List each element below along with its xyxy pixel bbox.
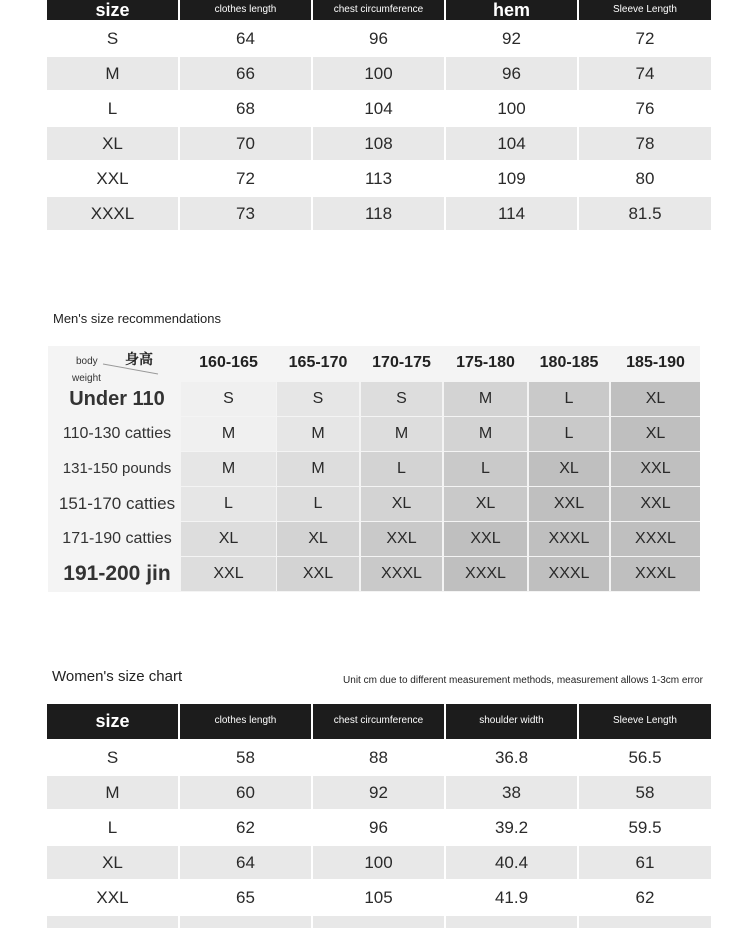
recommended-size-cell: M (277, 417, 359, 451)
weight-range-header: 191-200 jin (63, 562, 171, 585)
recommended-size-cell: XXL (277, 557, 359, 591)
table-cell: L (107, 98, 118, 118)
women-unit-note: Unit cm due to different measurement methods, measurement allows 1-3cm error (343, 675, 703, 686)
table-cell: 70 (180, 127, 311, 160)
table-cell: 64 (180, 846, 311, 879)
recommended-size-cell: XXL (611, 487, 700, 521)
table-cell: 40.4 (446, 846, 577, 879)
recommended-size-cell: XXXL (361, 557, 442, 591)
recommended-size-cell: XXL (361, 522, 442, 556)
recommended-size-cell: XXXL (611, 522, 700, 556)
column-header: size (47, 0, 178, 20)
height-range-header: 175-180 (456, 354, 515, 371)
recommended-size-cell: L (444, 452, 527, 486)
women-size-table (47, 704, 703, 928)
column-header: chest circumference (313, 704, 444, 739)
table-cell: 104 (446, 127, 577, 160)
table-cell: XXL (96, 168, 129, 188)
table-cell: 58 (236, 747, 255, 767)
table-cell: XL (47, 846, 178, 879)
weight-range-header: 151-170 catties (58, 494, 176, 513)
table-cell: 80 (635, 168, 655, 188)
column-header: Sleeve Length (579, 0, 711, 20)
table-cell: S (106, 28, 119, 48)
women-chart-title: Women's size chart (52, 668, 183, 685)
table-cell: 59.5 (628, 817, 662, 837)
recommended-size-cell: M (277, 452, 359, 486)
recommended-size-cell: L (529, 382, 609, 416)
recommended-size-cell: XXL (181, 557, 276, 591)
column-header: size (47, 704, 178, 739)
column-header: Sleeve Length (579, 704, 711, 739)
corner-divider-icon (48, 346, 178, 382)
table-cell: 88 (369, 747, 388, 767)
table-cell: 56.5 (628, 747, 662, 767)
weight-range-header: Under 110 (69, 388, 165, 410)
weight-range-header: 131-150 pounds (62, 460, 172, 477)
column-header: shoulder width (446, 704, 577, 739)
column-header: clothes length (180, 704, 311, 739)
weight-range-header: 171-190 catties (62, 530, 172, 547)
table-cell: XXXL (47, 197, 178, 230)
table-cell: 114 (446, 197, 577, 230)
recommendation-corner (48, 346, 178, 382)
recommended-size-cell: XXXL (529, 557, 609, 591)
table-cell: 109 (497, 168, 526, 188)
table-cell: 105 (364, 887, 393, 907)
recommended-size-cell: XXL (444, 522, 527, 556)
recommended-size-cell: S (181, 382, 276, 416)
recommended-size-cell: XL (361, 487, 442, 521)
column-header: chest circumference (313, 0, 444, 20)
table-row-partial (313, 916, 444, 928)
table-cell: M (47, 57, 178, 90)
recommended-size-cell: M (181, 452, 276, 486)
table-cell: 36.8 (494, 747, 529, 767)
table-cell: 113 (364, 168, 393, 188)
weight-range-header: 110-130 catties (62, 425, 172, 442)
height-range-header: 165-170 (288, 354, 348, 371)
table-cell: 96 (369, 28, 388, 48)
table-row-partial (579, 916, 711, 928)
table-cell: 60 (180, 776, 311, 809)
table-cell: 68 (236, 98, 255, 118)
table-row-partial (47, 916, 178, 928)
table-cell: 92 (502, 28, 521, 48)
height-range-header: 170-175 (372, 354, 431, 371)
recommendation-table (48, 346, 700, 592)
recommended-size-cell: XL (529, 452, 609, 486)
table-cell: 100 (497, 98, 526, 118)
table-cell: 38 (446, 776, 577, 809)
column-header: hem (446, 0, 577, 20)
men-size-table (47, 0, 703, 230)
recommended-size-cell: M (444, 417, 527, 451)
table-cell: 65 (236, 887, 255, 907)
table-cell: 108 (313, 127, 444, 160)
recommended-size-cell: L (181, 487, 276, 521)
table-cell: 78 (579, 127, 711, 160)
recommended-size-cell: XXL (529, 487, 609, 521)
table-cell: 100 (313, 846, 444, 879)
recommended-size-cell: XL (444, 487, 527, 521)
table-cell: 92 (313, 776, 444, 809)
table-cell: 62 (635, 887, 655, 907)
table-cell: 41.9 (494, 887, 529, 907)
height-range-header: 160-165 (199, 354, 258, 371)
table-cell: 73 (180, 197, 311, 230)
table-cell: 72 (236, 168, 255, 188)
recommended-size-cell: S (277, 382, 359, 416)
recommended-size-cell: XL (611, 382, 700, 416)
corner-height: 身高 (125, 351, 153, 367)
table-cell: 81.5 (579, 197, 711, 230)
table-cell: 74 (579, 57, 711, 90)
table-cell: 72 (635, 28, 655, 48)
recommended-size-cell: M (361, 417, 442, 451)
table-cell: 100 (313, 57, 444, 90)
table-cell: 64 (236, 28, 255, 48)
recommended-size-cell: XL (611, 417, 700, 451)
table-cell: 104 (364, 98, 393, 118)
table-cell: L (107, 817, 118, 837)
table-row-partial (446, 916, 577, 928)
recommended-size-cell: XXXL (611, 557, 700, 591)
height-range-header: 180-185 (539, 354, 599, 371)
table-cell: 118 (313, 197, 444, 230)
recommended-size-cell: XL (277, 522, 359, 556)
table-cell: 96 (446, 57, 577, 90)
table-cell: 58 (579, 776, 711, 809)
recommended-size-cell: XXXL (529, 522, 609, 556)
corner-weight-top: body (76, 356, 98, 367)
table-cell: 66 (180, 57, 311, 90)
corner-weight-bottom: weight (72, 373, 101, 384)
recommendations-title: Men's size recommendations (53, 311, 221, 326)
table-cell: 76 (635, 98, 655, 118)
recommended-size-cell: L (277, 487, 359, 521)
recommended-size-cell: L (361, 452, 442, 486)
recommended-size-cell: XL (181, 522, 276, 556)
recommended-size-cell: L (529, 417, 609, 451)
table-cell: 61 (579, 846, 711, 879)
table-cell: 39.2 (494, 817, 529, 837)
recommended-size-cell: M (444, 382, 527, 416)
table-cell: M (47, 776, 178, 809)
recommended-size-cell: S (361, 382, 442, 416)
table-cell: 62 (236, 817, 255, 837)
recommended-size-cell: XXXL (444, 557, 527, 591)
table-cell: XL (47, 127, 178, 160)
table-cell: S (106, 747, 119, 767)
column-header: clothes length (180, 0, 311, 20)
recommended-size-cell: XXL (611, 452, 700, 486)
table-cell: XXL (96, 887, 129, 907)
table-cell: 96 (369, 817, 388, 837)
table-row-partial (180, 916, 311, 928)
recommended-size-cell: M (181, 417, 276, 451)
height-range-header: 185-190 (626, 354, 685, 371)
